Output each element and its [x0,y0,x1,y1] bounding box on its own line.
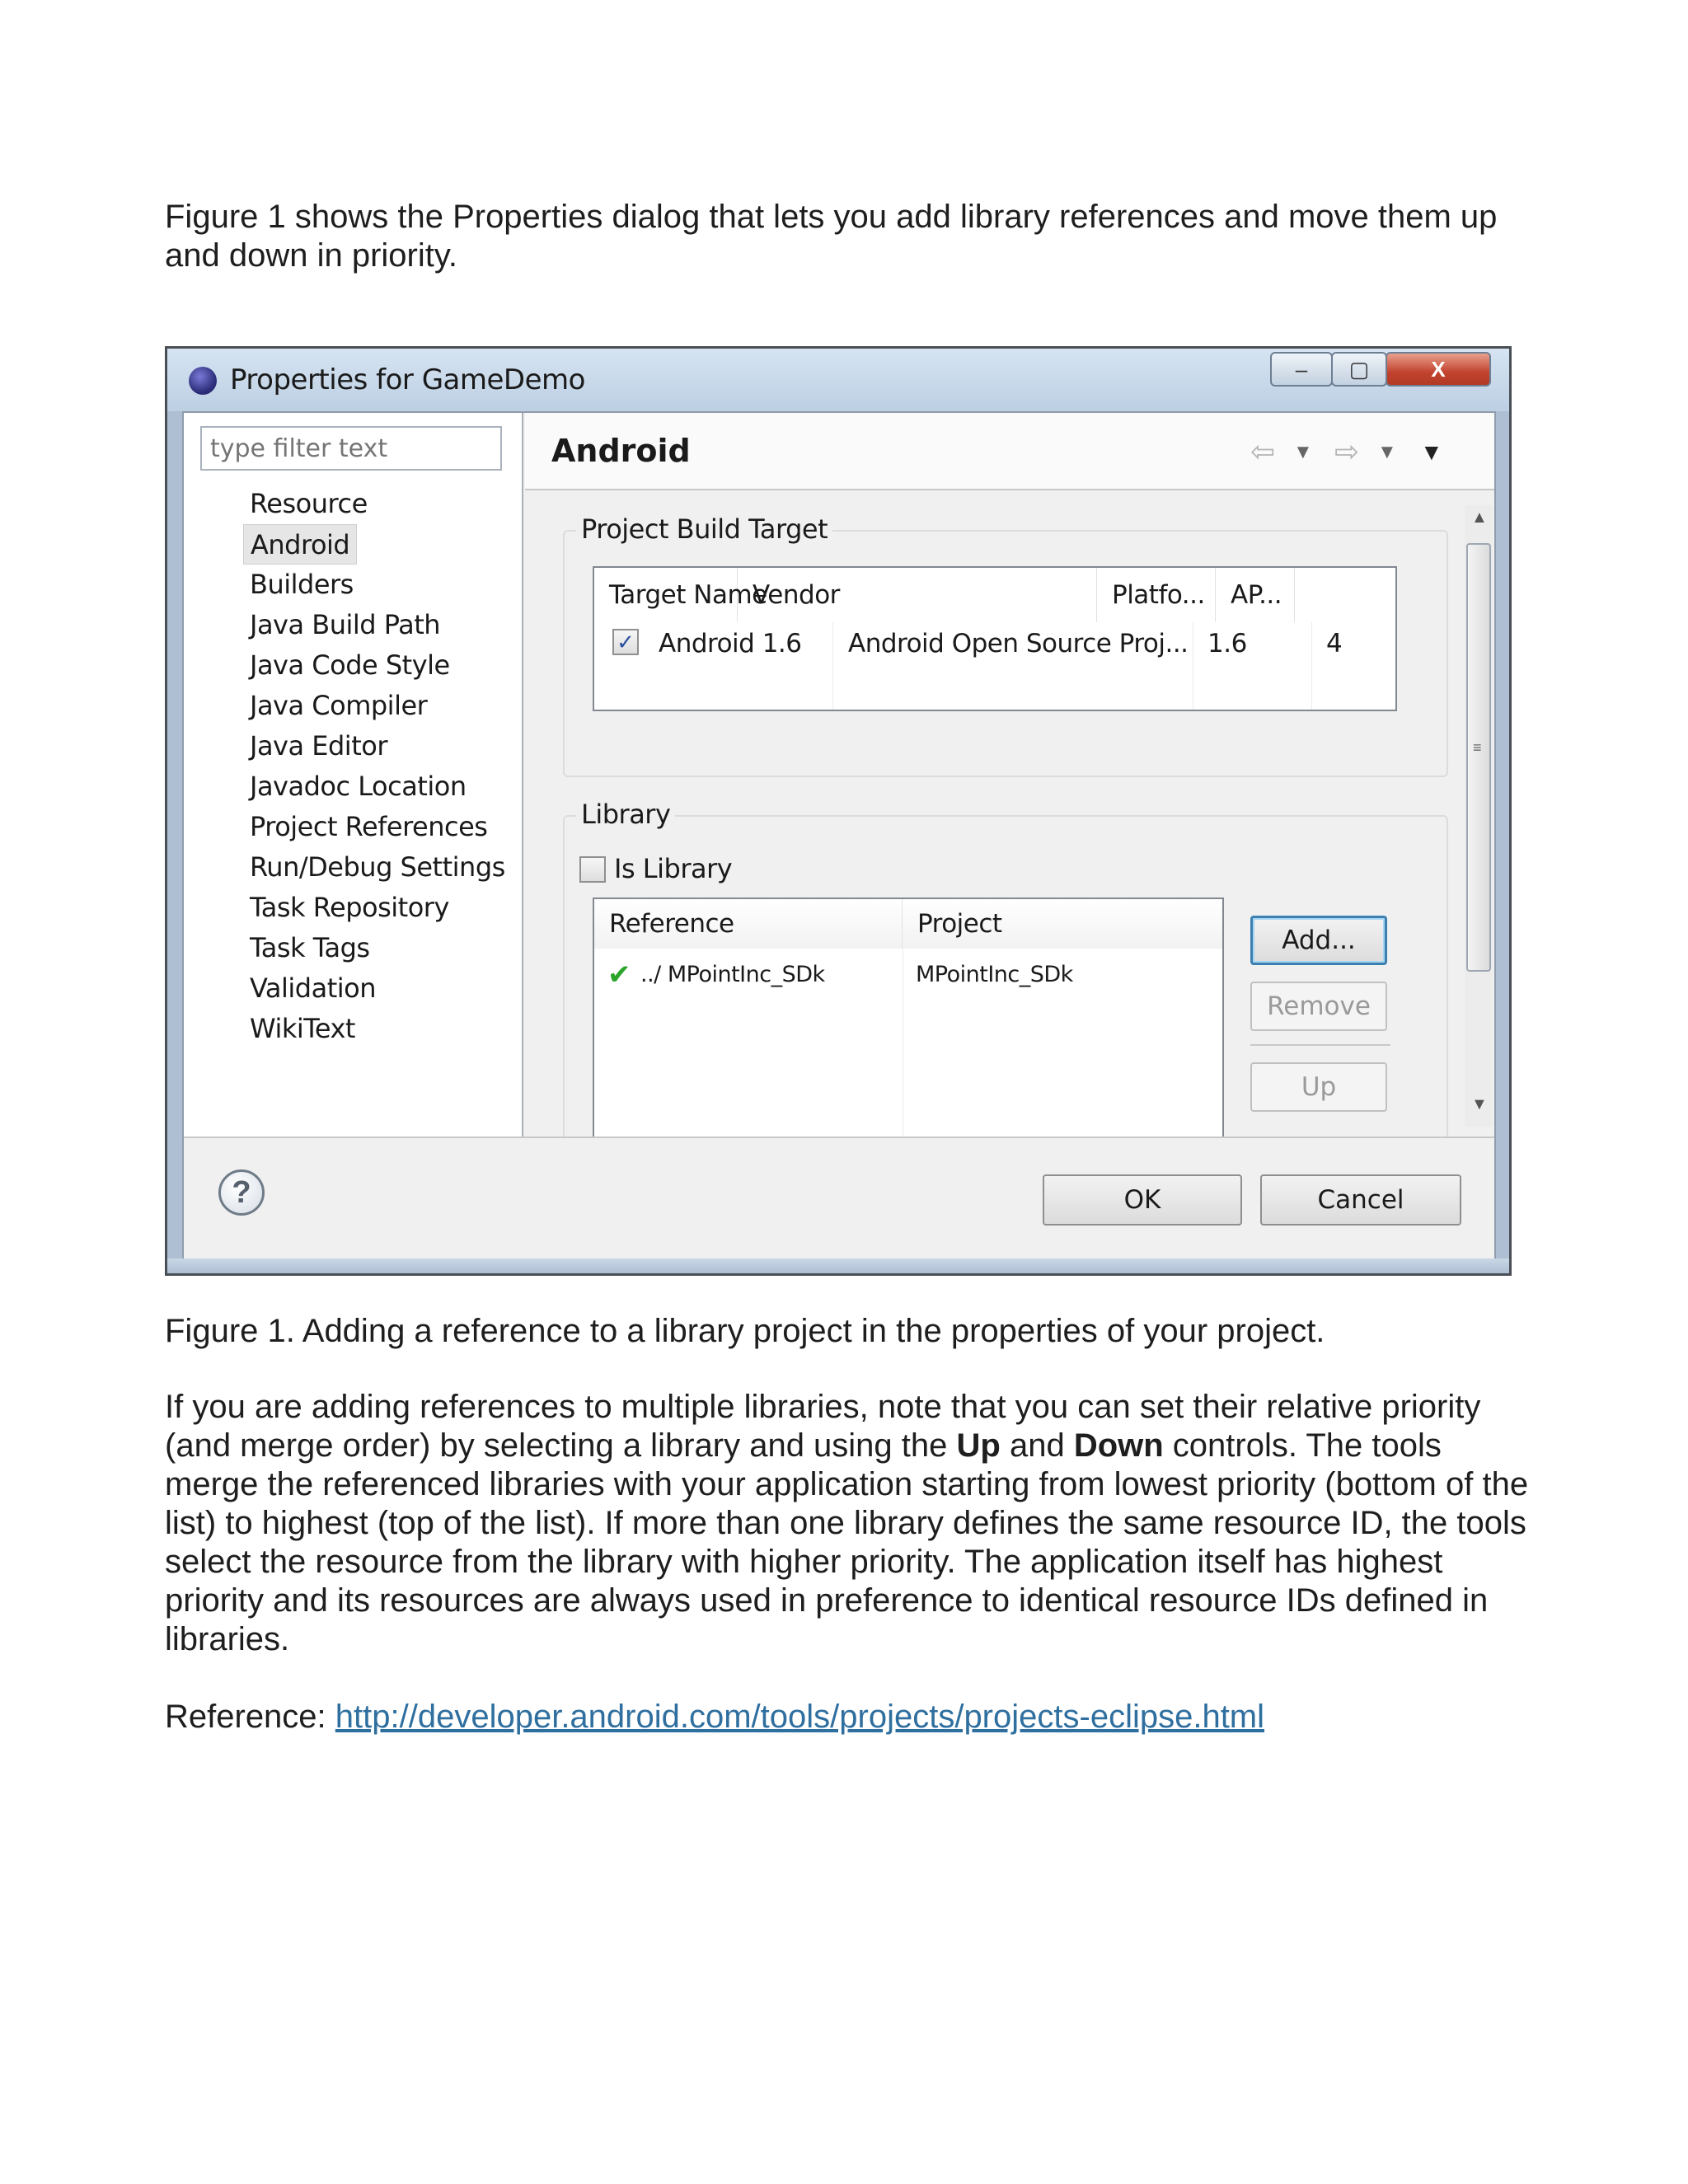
nav-item-java-code-style[interactable]: Java Code Style [250,649,450,681]
up-button[interactable]: Up [1250,1062,1387,1112]
remove-button[interactable]: Remove [1250,982,1387,1031]
nav-item-java-editor[interactable]: Java Editor [250,730,387,762]
project-build-target-label: Project Build Target [576,513,832,545]
nav-item-java-compiler[interactable]: Java Compiler [250,690,428,721]
eclipse-icon [189,367,217,395]
nav-item-task-repository[interactable]: Task Repository [250,892,449,923]
dialog-title: Properties for GameDemo [230,363,585,396]
body-text-and: and [1000,1427,1074,1464]
category-pane [184,413,523,1137]
back-dropdown-icon[interactable]: ▼ [1293,441,1313,463]
cancel-button[interactable]: Cancel [1260,1174,1461,1226]
button-separator [1250,1044,1390,1046]
nav-item-task-tags[interactable]: Task Tags [250,932,370,963]
figure-caption: Figure 1. Adding a reference to a library project in the properties of your project. [165,1313,1325,1349]
view-menu-icon[interactable]: ▼ [1420,439,1443,465]
minimize-button[interactable]: – [1270,352,1333,387]
nav-item-run-debug-settings[interactable]: Run/Debug Settings [250,851,505,883]
forward-dropdown-icon[interactable]: ▼ [1377,441,1397,463]
properties-dialog-screenshot [165,346,1512,1276]
dialog-titlebar [167,349,1509,411]
check-icon: ✔ [607,958,631,991]
help-icon[interactable]: ? [218,1169,265,1216]
intro-paragraph: Figure 1 shows the Properties dialog that lets you add library references and move them up and down in priority. [165,199,1498,274]
up-keyword: Up [956,1427,1001,1464]
is-library-label[interactable]: Is Library [614,853,733,884]
column-platform[interactable]: Platfo... [1097,568,1216,622]
body-paragraph [165,1388,1533,1659]
nav-item-wikitext[interactable]: WikiText [250,1013,355,1044]
column-target-name[interactable]: Target Name [594,568,738,622]
category-list [243,484,512,1049]
target-name-cell[interactable]: Android 1.6 [659,629,802,658]
platform-cell: 1.6 [1207,629,1247,658]
nav-item-validation[interactable]: Validation [250,972,377,1004]
project-cell: MPointInc_SDk [916,962,1073,987]
library-reference-table [593,898,1224,1145]
scroll-down-icon[interactable]: ▼ [1471,1095,1488,1113]
maximize-button[interactable]: ▢ [1331,352,1387,387]
reference-link[interactable]: http://developer.android.com/tools/projects/projects-eclipse.html [335,1699,1265,1735]
dialog-client-area [182,411,1496,1262]
target-checkbox[interactable]: ✓ [612,629,639,655]
scroll-up-icon[interactable]: ▲ [1471,509,1488,527]
scrollbar-thumb[interactable] [1466,543,1491,972]
body-text-2: controls. The tools merge the referenced libraries with your application starting from lowest priority (bottom of the list) to highest (top of the list). If more than one library defines the same resource ID, the tools select the resource from the library with higher priority. The application itself has highest priority and its resources are always used in preference to identical resource IDs defined in libraries. [165,1427,1529,1657]
is-library-checkbox[interactable] [579,856,606,883]
back-arrow-icon[interactable]: ⇦ [1250,434,1276,468]
forward-arrow-icon[interactable]: ⇨ [1334,434,1360,468]
nav-item-java-build-path[interactable]: Java Build Path [250,609,441,640]
build-target-table [593,566,1397,711]
filter-input[interactable] [200,426,502,471]
nav-item-android[interactable]: Android [243,524,357,565]
api-cell: 4 [1326,629,1343,658]
page-header [525,413,1494,490]
nav-item-builders[interactable]: Builders [250,569,354,600]
library-label: Library [576,799,675,830]
down-keyword: Down [1073,1427,1164,1464]
column-project[interactable]: Project [903,899,1224,949]
vendor-cell: Android Open Source Proj... [848,629,1189,658]
add-button[interactable]: Add... [1250,916,1387,965]
grip-icon: ≡ [1473,739,1482,756]
window-bottom-border [167,1258,1509,1273]
reference-line [165,1698,1533,1736]
property-page [525,413,1494,1137]
reference-cell[interactable]: ../ MPointInc_SDk [640,962,825,987]
column-vendor[interactable]: Vendor [738,568,1097,622]
column-api[interactable]: AP... [1216,568,1295,622]
ok-button[interactable]: OK [1043,1174,1242,1226]
vertical-scrollbar[interactable] [1465,505,1493,1127]
page-title: Android [551,433,691,469]
reference-label: Reference: [165,1699,335,1735]
nav-item-project-references[interactable]: Project References [250,811,488,842]
nav-item-resource[interactable]: Resource [250,488,368,519]
body-text-1: If you are adding references to multiple libraries, note that you can set their relative priority (and merge order) by selecting a library and using the [165,1389,1481,1464]
nav-item-javadoc-location[interactable]: Javadoc Location [250,771,467,802]
column-reference[interactable]: Reference [594,899,903,949]
dialog-footer [184,1137,1494,1263]
close-button[interactable]: X [1386,352,1491,387]
